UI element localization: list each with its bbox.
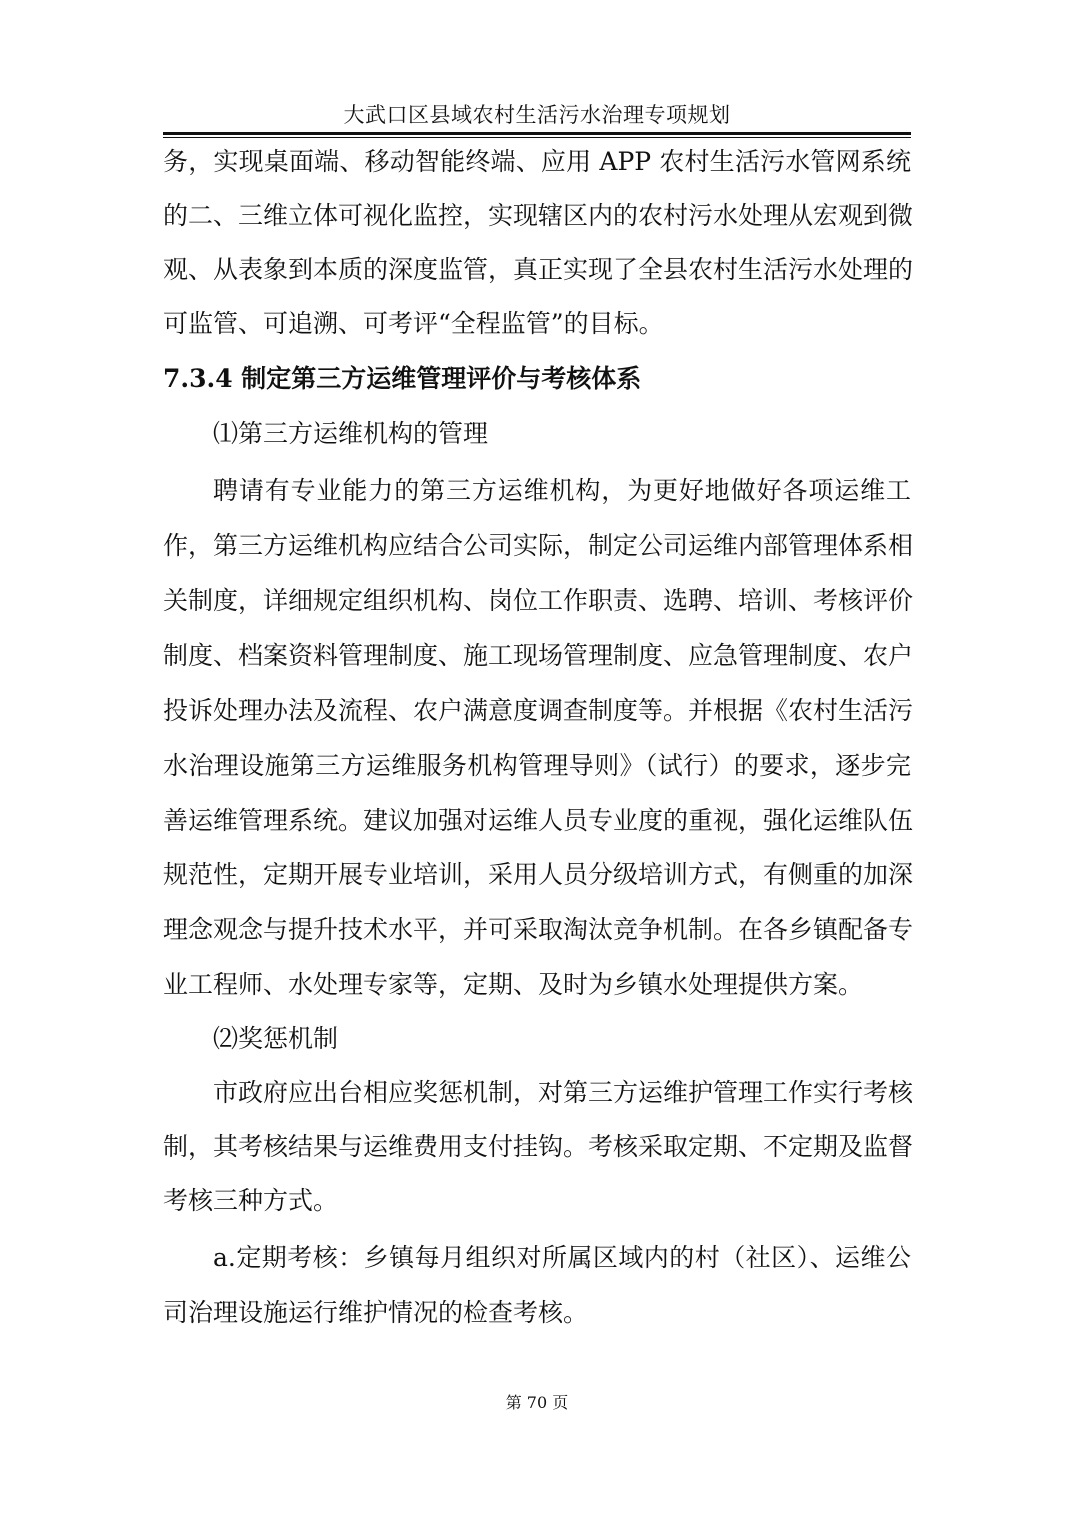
header-rule-thick — [163, 132, 911, 135]
paragraph-2-line-7: 善运维管理系统。建议加强对运维人员专业度的重视，强化运维队伍 — [163, 806, 914, 835]
paragraph-3-line-1: 市政府应出台相应奖惩机制，对第三方运维护管理工作实行考核 — [213, 1078, 914, 1107]
paragraph-2-line-3: 关制度，详细规定组织机构、岗位工作职责、选聘、培训、考核评价 — [163, 586, 914, 615]
paragraph-3-line-2: 制，其考核结果与运维费用支付挂钩。考核采取定期、不定期及监督 — [163, 1132, 914, 1161]
header-rule-thin — [163, 137, 911, 138]
page-header: 大武口区县域农村生活污水治理专项规划 — [343, 103, 731, 127]
paragraph-2-line-2: 作，第三方运维机构应结合公司实际，制定公司运维内部管理体系相 — [163, 531, 914, 560]
paragraph-1-line-1: 务，实现桌面端、移动智能终端、应用 APP 农村生活污水管网系统 — [163, 147, 911, 176]
paragraph-2-line-5: 投诉处理办法及流程、农户满意度调查制度等。并根据《农村生活污 — [163, 696, 914, 725]
paragraph-2-line-6: 水治理设施第三方运维服务机构管理导则》（试行）的要求，逐步完 — [163, 751, 911, 780]
paragraph-2-line-10: 业工程师、水处理专家等，定期、及时为乡镇水处理提供方案。 — [163, 970, 864, 999]
paragraph-4-line-1: a.定期考核：乡镇每月组织对所属区域内的村（社区）、运维公 — [213, 1243, 911, 1272]
paragraph-3-line-3: 考核三种方式。 — [163, 1186, 339, 1215]
paragraph-2-line-1: 聘请有专业能力的第三方运维机构，为更好地做好各项运维工 — [213, 476, 911, 505]
paragraph-1-line-4: 可监管、可追溯、可考评“全程监管”的目标。 — [163, 309, 664, 338]
paragraph-4-line-2: 司治理设施运行维护情况的检查考核。 — [163, 1298, 589, 1327]
subsection-1-title: ⑴第三方运维机构的管理 — [213, 419, 489, 448]
subsection-2-title: ⑵奖惩机制 — [213, 1024, 339, 1053]
page-number: 第 70 页 — [505, 1393, 569, 1412]
paragraph-2-line-4: 制度、档案资料管理制度、施工现场管理制度、应急管理制度、农户 — [163, 641, 914, 670]
paragraph-1-line-2: 的二、三维立体可视化监控，实现辖区内的农村污水处理从宏观到微 — [163, 201, 914, 230]
paragraph-2-line-8: 规范性，定期开展专业培训，采用人员分级培训方式，有侧重的加深 — [163, 860, 914, 889]
paragraph-1-line-3: 观、从表象到本质的深度监管，真正实现了全县农村生活污水处理的 — [163, 255, 914, 284]
paragraph-2-line-9: 理念观念与提升技术水平，并可采取淘汰竞争机制。在各乡镇配备专 — [163, 915, 914, 944]
section-heading: 7.3.4 制定第三方运维管理评价与考核体系 — [163, 364, 642, 393]
